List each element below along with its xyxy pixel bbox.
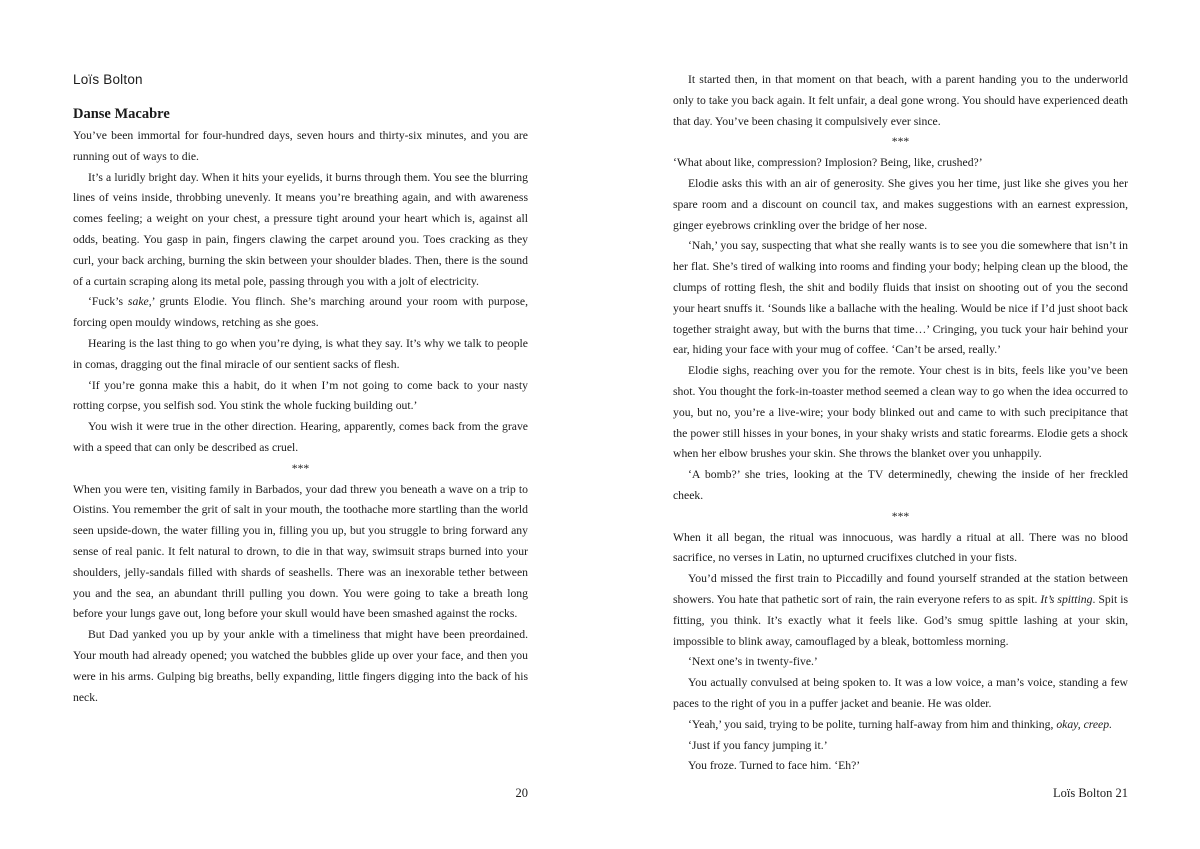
section-break [673,507,1128,528]
paragraph [673,70,1128,132]
page-number-left: 20 [515,786,528,800]
paragraph [673,652,1128,673]
paragraph [73,417,528,459]
paragraph [673,736,1128,757]
paragraph [73,480,528,626]
left-text-column [73,70,528,708]
text-run: You froze. Turned to face him. ‘Eh?’ [688,759,861,773]
text-run: ‘Next one’s in twenty-five.’ [688,655,818,669]
paragraph [73,376,528,418]
paragraph [673,673,1128,715]
paragraph [73,292,528,334]
paragraph [673,361,1128,465]
text-run: *** [291,461,310,475]
story-title: Danse Macabre [73,106,170,122]
text-run: You wish it were true in the other direction. Hearing, apparently, comes back from the grave with a speed that can only be described as cruel. [73,420,528,454]
paragraph [673,236,1128,361]
section-break [73,459,528,480]
paragraph [73,126,528,168]
text-run: ‘Nah,’ you say, suspecting that what she really wants is to see you die somewhere that isn’t in her flat. She’s tired of walking into rooms and finding your body; helping clean up the blood, the clumps of rotting flesh, the shit and bodily fluids that insist on shooting out of you the second your heart snuffs it. ‘Sounds like a ballache with the healing. Would be nice if I’d just shoot back together straight away, but with the burns that time…’ Cringing, you tuck your hair behind your ear, hiding your face with your mug of coffee. ‘Can’t be arsed, really.’ [673,239,1128,357]
italic-text: okay, creep. [1056,717,1113,731]
section-break [673,132,1128,153]
paragraph [673,465,1128,507]
right-text-column [673,70,1128,777]
text-run: Hearing is the last thing to go when you’re dying, is what they say. It’s why we talk to people in comas, dragging out the final miracle of our sentient sacks of flesh. [73,336,528,371]
paragraph [673,174,1128,236]
italic-text: sake [127,295,149,309]
text-run: *** [891,509,910,523]
text-run: You’d missed the first train to Piccadilly and found yourself stranded at the station between showers. You hate that pathetic sort of rain, the rain everyone refers to as spit. [673,572,1128,606]
paragraph [673,756,1128,777]
paragraph [73,334,528,376]
text-run: But Dad yanked you up by your ankle with a timeliness that might have been preordained. Your mouth had already opened; you watched the bubbles glide up over your face, and then you were in his arms. Gulping big breaths, belly expanding, little fingers digging into the back of his neck. [73,628,528,704]
text-run: When you were ten, visiting family in Barbados, your dad threw you beneath a wave on a trip to Oistins. You remember the grit of salt in your mouth, the toothache more startling than the world seen upside-down, the water filling you in, filling you up, but you struggle to bring forward any sense of real panic. It felt natural to drown, to die in that way, swimsuit straps burned into your shoulders, jelly-sandals filled with shards of seashells. There was an inexorable tether between you and the sea, an abundant thrill pulling you down. You were going to take a breath long before your lungs gave out, long before your skull would have been smashed against the rocks. [73,482,528,621]
text-run: ‘If you’re gonna make this a habit, do it when I’m not going to come back to your nasty rotting corpse, you selfish sod. You stink the whole fucking building out.’ [73,378,528,413]
text-run: ‘Just if you fancy jumping it.’ [688,738,828,752]
paragraph [673,715,1128,736]
text-run: *** [891,135,910,149]
text-run: Elodie asks this with an air of generosity. She gives you her time, just like she gives you her spare room and a discount on council tax, and makes suggestions with an earnest expression, ginger eyebrows crinkling over the bridge of her nose. [673,176,1128,232]
text-run: . Spit is fitting, you think. It’s exactly what it feels like. God’s smug spittle lashing at your skin, impossible to blink away, camouflaged by a bleak, bottomless morning. [673,592,1128,648]
paragraph [73,625,528,708]
right-body-text [673,70,1128,777]
text-run: ‘What about like, compression? Implosion? Being, like, crushed?’ [673,156,983,170]
italic-text: It’s spitting [1040,592,1093,606]
text-run: ‘A bomb?’ she tries, looking at the TV determinedly, chewing the inside of her freckled cheek. [673,468,1128,502]
text-run: It started then, in that moment on that beach, with a parent handing you to the underworld only to take you back again. It felt unfair, a deal gone wrong. You should have experienced death that day. You’ve been chasing it compulsively ever since. [673,73,1128,128]
text-run: ,’ grunts Elodie. You flinch. She’s marching around your room with purpose, forcing open mouldy windows, retching as she goes. [73,295,529,330]
text-run: ‘Fuck’s [88,295,128,309]
paragraph [73,168,528,293]
text-run: You actually convulsed at being spoken to. It was a low voice, a man’s voice, standing a few paces to the right of you in a puffer jacket and beanie. He was older. [673,676,1128,710]
author-header: Loïs Bolton [73,72,143,87]
paragraph [673,569,1128,652]
text-run: Elodie sighs, reaching over you for the remote. Your chest is in bits, feels like you’ve been shot. You thought the fork-in-toaster method seemed a clean way to go when the idea occurred to you, but no, you’re a live-wire; your body blinked out and came to with such precipitance that the power still hisses in your bones, in your shaky wrists and static forearms. Elodie gets a shock when her elbow brushes your skin. She throws the blanket over you unhappily. [673,364,1128,461]
paragraph [673,153,1128,174]
text-run: When it all began, the ritual was innocuous, was hardly a ritual at all. There was no blood sacrifice, no verses in Latin, no upturned crucifixes clutched in your fists. [673,530,1128,565]
text-run: ‘Yeah,’ you said, trying to be polite, turning half-away from him and thinking, [688,717,1057,731]
paragraph [673,528,1128,570]
text-run: You’ve been immortal for four-hundred days, seven hours and thirty-six minutes, and you are running out of ways to die. [73,129,528,163]
right-page [600,0,1200,849]
left-body-text [73,126,528,708]
text-run: It’s a luridly bright day. When it hits your eyelids, it burns through them. You see the blurring lines of veins inside, throbbing unevenly. It means you’re breathing again, and with awareness comes feeling; a weight on your chest, a pressure tight around your heart which is, against all odds, beating. You gasp in pain, fingers clawing the carpet around you. Toes cracking as they curl, your back arching, burning the skin between your shoulder blades. Then, there is the sound of a curtain scraping along its metal pole, passing through you with a jolt of electricity. [73,170,528,288]
page-number-right: Loïs Bolton 21 [1052,786,1128,800]
